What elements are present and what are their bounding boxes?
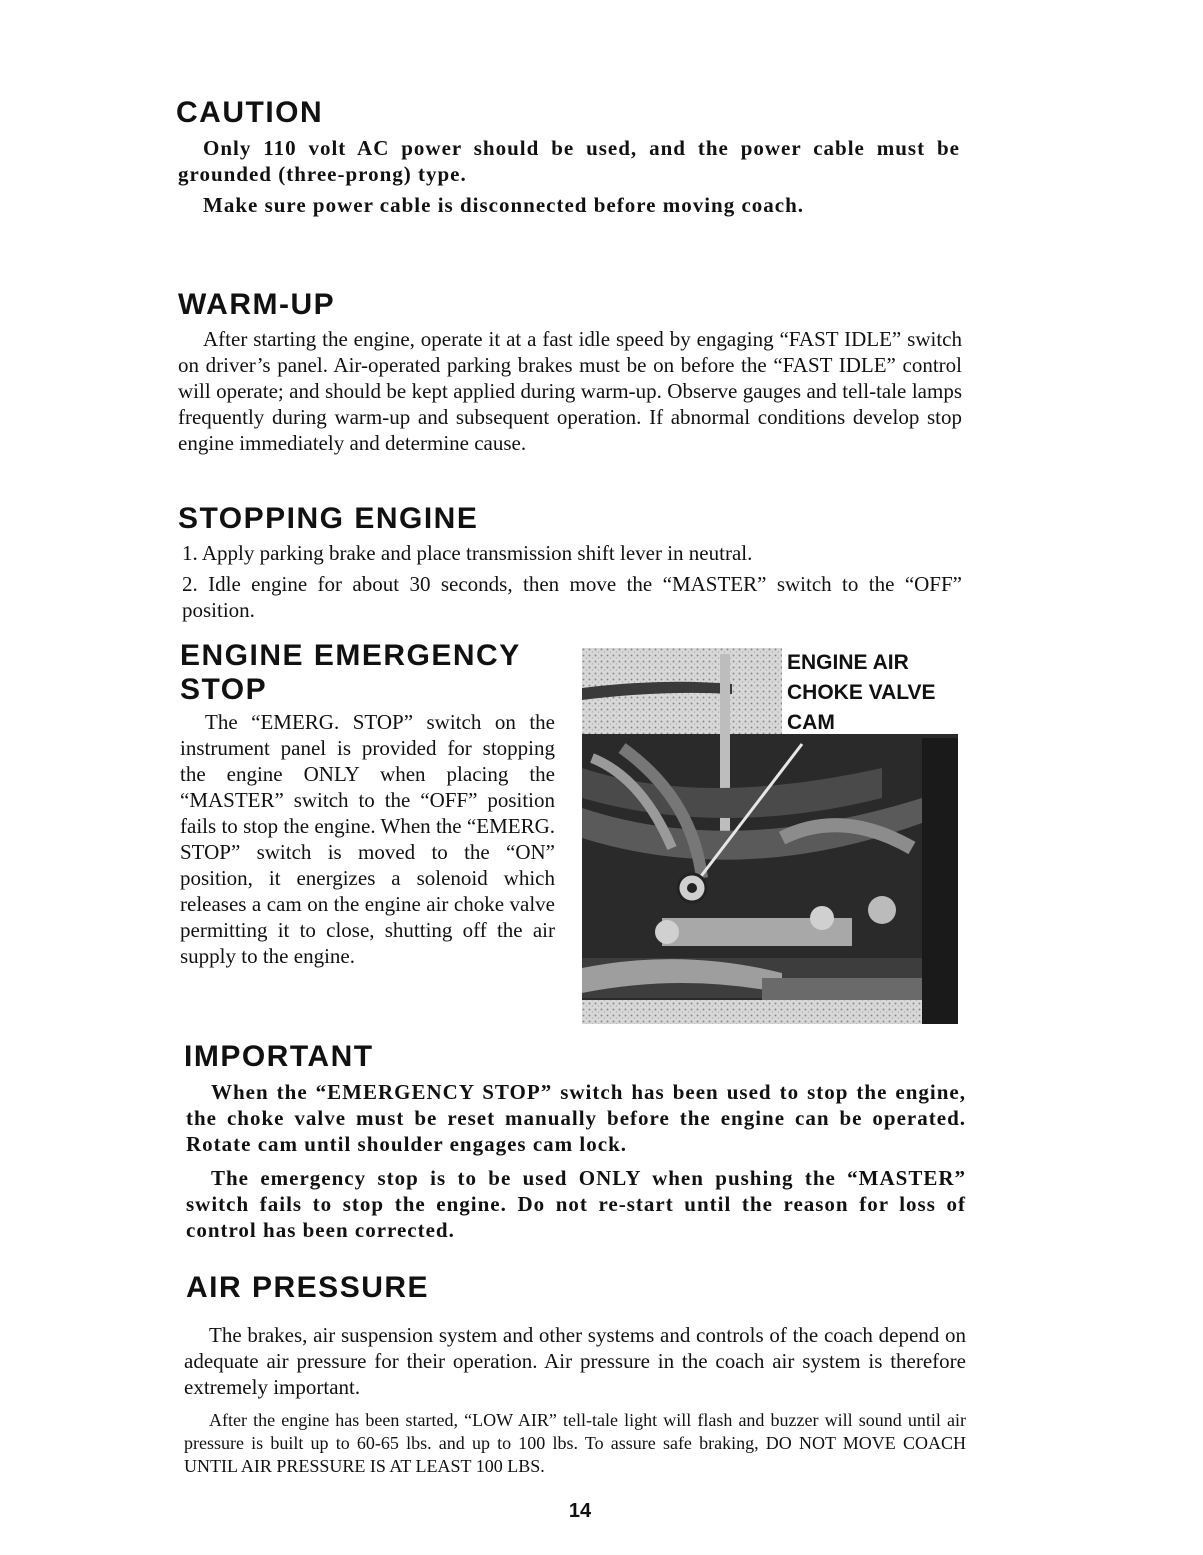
- stopping-engine-heading: STOPPING ENGINE: [178, 502, 479, 535]
- emergency-stop-text: The “EMERG. STOP” switch on the instrument panel is provided for stopping the engine ONLY when placing the “MASTER” switch to the “OFF” position fails to stop the engine. When the “EMERG. STOP” switch is moved to the “ON” position, it energizes a solenoid which releases a cam on the engine air choke valve permitting it to close, shutting off the air supply to the engine.: [180, 710, 555, 968]
- caution-heading: CAUTION: [176, 96, 324, 129]
- air-pressure-text: The brakes, air suspension system and other systems and controls of the coach depend on adequate air pressure for their operation. Air pressure in the coach air system is therefore extremely important.: [184, 1323, 966, 1399]
- photo-callout-label: [787, 648, 936, 738]
- important-text-reset: When the “EMERGENCY STOP” switch has been used to stop the engine, the choke valve must be reset manually before the engine can be operated. Rotate cam until shoulder engages cam lock.: [186, 1080, 966, 1156]
- stopping-step-1: 1. Apply parking brake and place transmission shift lever in neutral.: [182, 541, 753, 565]
- emergency-stop-heading-line2: STOP: [180, 673, 268, 706]
- caution-text-power: Only 110 volt AC power should be used, and the power cable must be grounded (three-prong) type.: [178, 136, 960, 186]
- warmup-heading: WARM-UP: [178, 288, 336, 321]
- emergency-stop-heading-line1: ENGINE EMERGENCY: [180, 639, 521, 672]
- photo-label-line3: CAM: [787, 711, 835, 734]
- emergency-stop-heading: [180, 639, 521, 707]
- caution-text-disconnect: Make sure power cable is disconnected before moving coach.: [203, 193, 805, 217]
- warmup-text: After starting the engine, operate it at a fast idle speed by engaging “FAST IDLE” switch on driver’s panel. Air-operated parking brakes must be on before the “FAST IDLE” control will operate; and should be kept applied during warm-up. Observe gauges and tell-tale lamps frequently during warm-up and subsequent operation. If abnormal conditions develop stop engine immediately and determine cause.: [178, 327, 962, 455]
- stopping-step-2: 2. Idle engine for about 30 seconds, then move the “MASTER” switch to the “OFF” position.: [182, 572, 962, 622]
- photo-label-line1: ENGINE AIR: [787, 651, 909, 674]
- page-number: 14: [568, 1500, 592, 1522]
- photo-label-line2: CHOKE VALVE: [787, 681, 936, 704]
- important-text-only: The emergency stop is to be used ONLY when pushing the “MASTER” switch fails to stop the engine. Do not re-start until the reason for loss of control has been corrected.: [186, 1166, 966, 1242]
- air-pressure-heading: AIR PRESSURE: [186, 1271, 430, 1304]
- air-pressure-warning: After the engine has been started, “LOW AIR” tell-tale light will flash and buzzer will sound until air pressure is built up to 60-65 lbs. and up to 100 lbs. To assure safe braking, DO NOT MOVE COACH UNTIL AIR PRESSURE IS AT LEAST 100 LBS.: [184, 1410, 966, 1476]
- important-heading: IMPORTANT: [184, 1040, 374, 1073]
